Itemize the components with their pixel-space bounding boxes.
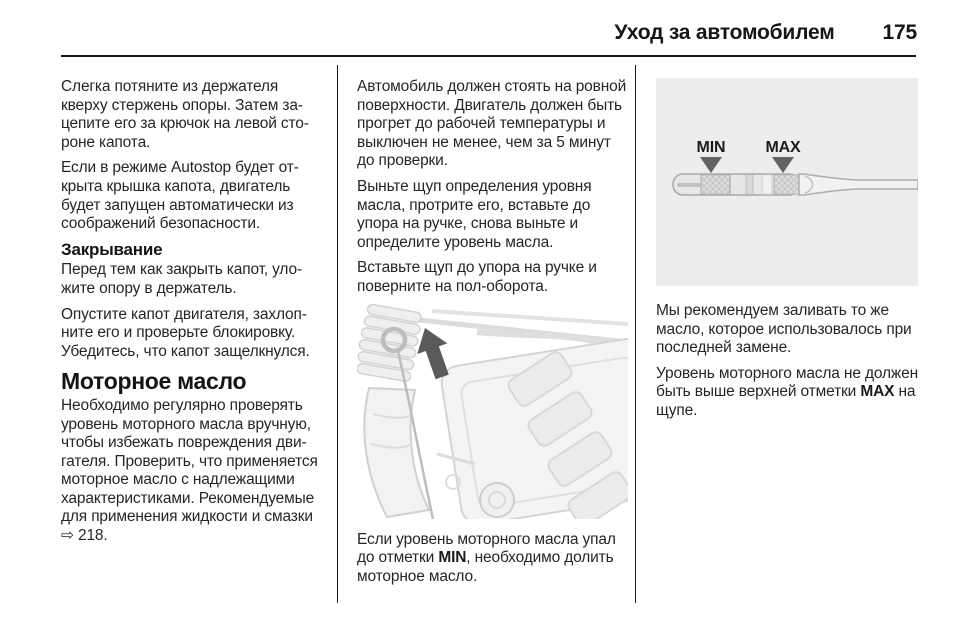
max-keyword: MAX xyxy=(860,383,895,401)
content-columns xyxy=(61,65,918,603)
min-keyword: MIN xyxy=(438,549,467,567)
paragraph-same-oil: Мы рекомендуем заливать то же масло, которое использовалось при последней замене. xyxy=(656,302,912,357)
max-note-text: на щупе. xyxy=(656,383,916,419)
up-arrow-icon xyxy=(417,328,449,379)
min-label: MIN xyxy=(696,139,726,156)
paragraph-oil-intro: Необходимо регулярно проверять уровень моторного масла вручную, чтобы избежать повреждения двигателя. Проверить, что применяется моторное масло с надлежащими характеристиками. Рекомендуемые для применения жидкости и смазки ⇨ 218. xyxy=(61,396,318,545)
paragraph-closing-2: Опустите капот двигателя, захлопните его и проверьте блокировку. Убедитесь, что капот защелкнулся. xyxy=(61,305,310,360)
oil-cap xyxy=(480,483,514,517)
closing-section-heading: Закрывание xyxy=(61,239,163,259)
page-number: 175 xyxy=(882,21,917,44)
column-left xyxy=(61,65,323,553)
paragraph-check-conditions: Автомобиль должен стоять на ровной поверхности. Двигатель должен быть прогрет до рабочей температуры и выключен не менее, чем за 5 минут до проверки. xyxy=(357,78,627,170)
column-right xyxy=(656,65,918,428)
column-divider xyxy=(635,65,636,603)
dipstick-blade xyxy=(673,174,799,195)
blade-band-light xyxy=(762,175,772,194)
paragraph-closing-1: Перед тем как закрыть капот, уложите опору в держатель. xyxy=(61,261,303,297)
blade-band xyxy=(746,175,753,194)
min-zone xyxy=(701,175,730,194)
paragraph-autostop: Если в режиме Autostop будет открыта крышка капота, двигатель будет запущен автоматически из соображений безопасности. xyxy=(61,159,299,233)
max-note-text: Уровень моторного масла не должен быть выше верхней отметки xyxy=(656,364,918,401)
paragraph-max-note xyxy=(656,365,918,421)
engine-oil-heading: Моторное масло xyxy=(61,368,247,395)
corrugated-hose xyxy=(357,304,423,382)
paragraph-min-note xyxy=(357,531,629,587)
min-note-text: , необходимо долить моторное масло. xyxy=(357,549,614,585)
paragraph-dipstick-procedure: Выньте щуп определения уровня масла, протрите его, вставьте до упора на ручке, снова выньте и определите уровень масла. xyxy=(357,177,592,251)
max-label: MAX xyxy=(765,139,801,156)
column-divider xyxy=(337,65,338,603)
header-rule xyxy=(61,55,916,57)
min-note-text: Если уровень моторного масла упал до отметки xyxy=(357,530,616,567)
paragraph-hood-support: Слегка потяните из держателя кверху стержень опоры. Затем зацепите его за крючок на левой стороне капота. xyxy=(61,78,309,151)
column-center xyxy=(357,65,629,593)
engine-bay-illustration xyxy=(357,304,628,519)
engine-bay-figure xyxy=(357,304,628,519)
dipstick-diagram xyxy=(656,78,918,286)
page-header xyxy=(61,21,917,45)
max-zone xyxy=(774,175,799,194)
page-title: Уход за автомобилем xyxy=(614,21,835,44)
dipstick-figure xyxy=(656,78,918,286)
paragraph-dipstick-insert: Вставьте щуп до упора на ручке и поверните на пол-оборота. xyxy=(357,259,597,295)
